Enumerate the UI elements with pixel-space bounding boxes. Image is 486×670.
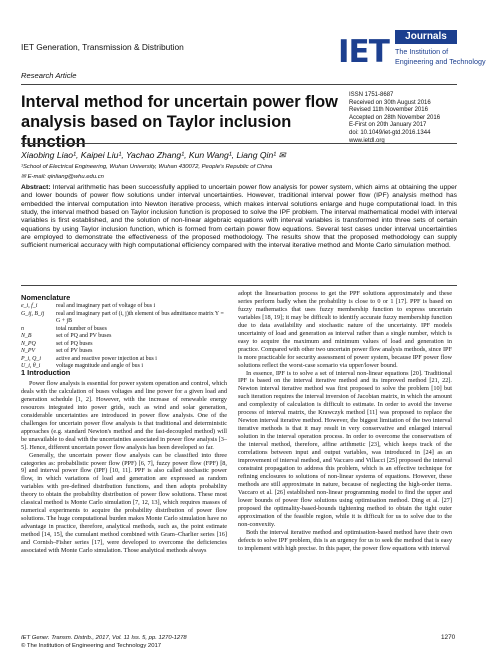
efirst-date: E-First on 20th January 2017 [349,122,427,129]
nomenclature-row [21,326,227,334]
revised-date: Revised 11th November 2016 [349,107,428,114]
nomenclature-row [21,311,227,326]
nomenclature-symbol: e_i, f_i [21,303,38,309]
nomenclature-symbol: U_i, θ_i [21,363,41,369]
paper-title: Interval method for uncertain power flow analysis based on Taylor inclusion function [21,93,338,151]
iet-journals-logo [338,30,486,74]
paragraph: Generally, the uncertain power flow analysis can be classified into three categories as: probabilistic power flow (PPF) [6, 7], fuzzy power flow (FPF) [8, 9] and interval power flow (IPF) [10, 11]. PPF is also called stochastic power flow, in which variations of load and generation are expressed as random variables with pre-defined distribution functions, and then adopts probability theory to obtain the probability distribution of power flow solutions. These most classical method is Monte Carlo simulation [7, 12, 13], which requires masses of numerical experiments to acquire the probability distribution of power flow solutions. The huge computational burden makes Monte Carlo simulation have no advantage in practice, therefore, analytical methods, such as, the point estimate method [14, 15], the cumulant method combined with Gram–Charlier series [16] and Cornish–Fisher series [17], were developed to overcome the deficiencies associated with Monte Carlo simulation. Those analytical methods always [21,451,227,555]
nomenclature-row [21,303,227,311]
journal-name: IET Generation, Transmission & Distribution [21,42,184,52]
footer-copyright: © The Institution of Engineering and Technology 2017 [21,643,162,649]
affiliation: ¹School of Electrical Engineering, Wuhan University, Wuhan 430072, People's Republic of China [21,164,273,170]
nomenclature-definition: total number of buses [56,325,107,332]
footer-journal-line: IET Gener. Transm. Distrib., 2017, Vol. 11 Iss. 5, pp. 1270-1278 [21,635,187,641]
journals-label: Journals [395,30,457,44]
received-date: Received on 30th August 2016 [349,99,431,106]
page-number: 1270 [441,634,456,641]
paragraph: In essence, IPF is to solve a set of interval non-linear equations [20]. Traditional IPF is based on the interval iterative method and its improved method [21, 22]. Newton interval iterative method was first proposed to solve the problem [10] but such iteration requires the interval inversion of Jacobian matrix, in which the amount and complexity of calculation is difficult to estimate. In order to avoid the inverse process of interval matrix, the Krawczyk method [11] was proposed to replace the Newton interval iterative method. However, the biggest limitation of the two interval iterative methods is that it may result in very conservative and enlarged interval solution in the interval operation process. In order to overcome the conservatism of the interval method, therefore, affine arithmetic [23], which keeps track of the correlations between input and output variables, was introduced in [24] as an improvement of interval method, and Vaccaro and Villacci [25] proposed the interval constraint propagation to address this problem, which is an effective technique for refining enclosures to solutions of non-linear systems of equations. However, these methods are still approximate in nature, because of neglecting the high-order items. Vaccaro et al. [26] established non-linear programming model to find the upper and lower bounds of power flow solutions using optimisation method. Ding et al. [27] proposed the optimality-based-bounds tightening method to obtain the tight outer approximation of the feasible region, while it is difficult for us to solve due to the non-convexity. [238,369,452,528]
doi: doi: 10.1049/iet-gtd.2016.1344 [349,129,431,136]
nomenclature-symbol: G_ij, B_ij [21,310,45,317]
nomenclature-symbol: N_PV [21,348,36,354]
paragraph: Both the interval iterative method and optimisation-based method have their own defects to solve IPF problem, this is an urgency for us to seek the method that is easy to implement with high precise. In this paper, the power flow equations with interval [238,528,452,552]
nomenclature-symbol: n [21,325,24,332]
nomenclature-heading: Nomenclature [21,293,71,302]
nomenclature-symbol: P_i, Q_i [21,355,41,362]
nomenclature-row [21,356,227,364]
header-rule [21,84,457,85]
institution-line-1: The Institution of [395,47,449,56]
introduction-heading: 1 Introduction [21,368,71,377]
article-metadata [349,92,469,145]
nomenclature-symbol: N_PQ [21,340,36,347]
nomenclature-definition: real and imaginary part of voltage of bus i [56,303,156,309]
paragraph: adopt the linearisation process to get the PPF solutions approximately and these series perform badly when the probability is close to 0 or 1 [17]. PPF is based on fuzzy mathematics that uses fuzzy membership function to express uncertain variables [18, 19]; it may be difficult to identify accurate fuzzy membership function due to data availability and stochastic nature of the uncertainty. IPF models uncertainty of load and generation as interval rather than a single number, which is easy to acquire the maximum and minimum values of load and generation in practice. Compared with other two uncertain power flow analysis methods, since IPF is more practicable for security assessment of power system, because IPF power flow solutions reflect the worst-case scenario via upper/lower bound. [238,290,452,369]
nomenclature-definition: set of PQ and PV buses [56,333,112,339]
nomenclature-definition: real and imaginary part of (i, j)th element of bus admittance matrix Y = G + jB [56,310,224,324]
nomenclature-row [21,333,227,341]
institution-line-2: Engineering and Technology [395,57,486,66]
abstract-label: Abstract: [21,184,51,191]
iet-logo-mark: IET [338,34,389,70]
nomenclature-row [21,341,227,349]
paragraph: Power flow analysis is essential for power system operation and control, which deals with the calculation of buses voltages and line power for a given load and generation schedule [1, 2]. However, with the increase of renewable energy resources integrated into power grids, such as wind and solar generation, considerable uncertainties are introduced in power flow analysis. One of the challenges for uncertain power flow analysis is that traditional and deterministic approaches (e.g. standard Newton's method and the fast-decoupled method) will be unavailable to deal with the uncertainties associated in power flow analysis [3–5]. Hence, different uncertain power flow analysis has been developed so far. [21,380,227,451]
accepted-date: Accepted on 28th November 2016 [349,114,441,121]
nomenclature-definition: set of PV buses [56,348,93,354]
abstract-rule [21,285,457,286]
corresponding-email: ✉ E-mail: qinliang@whu.edu.cn [21,174,104,180]
abstract [21,184,457,251]
nomenclature-symbol: N_B [21,333,32,339]
title-rule [21,143,457,144]
introduction-body-left [21,380,227,555]
nomenclature-definition: set of PQ buses [56,340,93,347]
footer-citation [21,634,187,650]
website: www.ietdl.org [349,137,385,144]
nomenclature-row [21,348,227,356]
nomenclature-definition: active and reactive power injection at bus i [56,355,157,362]
nomenclature-table [21,303,227,371]
nomenclature-definition: voltage magnitude and angle of bus i [56,363,144,369]
author-list: Xiaobing Liao¹, Kaipei Liu¹, Yachao Zhang¹, Kun Wang¹, Liang Qin¹ ✉ [21,150,286,160]
issn: ISSN 1751-8687 [349,92,394,98]
article-type: Research Article [21,71,77,80]
abstract-text: Interval arithmetic has been successfully applied to uncertain power flow analysis for power system, which aims at obtaining the upper and lower bounds of power flow solutions under interval uncertainties. However, traditional interval power flow (IPF) analysis method has embedded the interval computation into Newton iterative process, which makes interval solutions enlarge and huge computational load. In this study, the interval method based on Taylor inclusion function is proposed to solve the IPF problem. The interval mathematical model with interval variables is first established, and the solution of non-linear algebraic equations with interval variables is transformed into three sets of certain equations by using Taylor inclusion function, which is formed from certain power flow equations. Several test cases under interval uncertainties are employed to demonstrate the effectiveness of the proposed methodology. The results show that the proposed methodology can supply sufficient numerical accuracy with high computational efficiency compared with the interval iterative method and Monte Carlo simulation method. [21,184,457,250]
introduction-body-right [238,290,452,552]
